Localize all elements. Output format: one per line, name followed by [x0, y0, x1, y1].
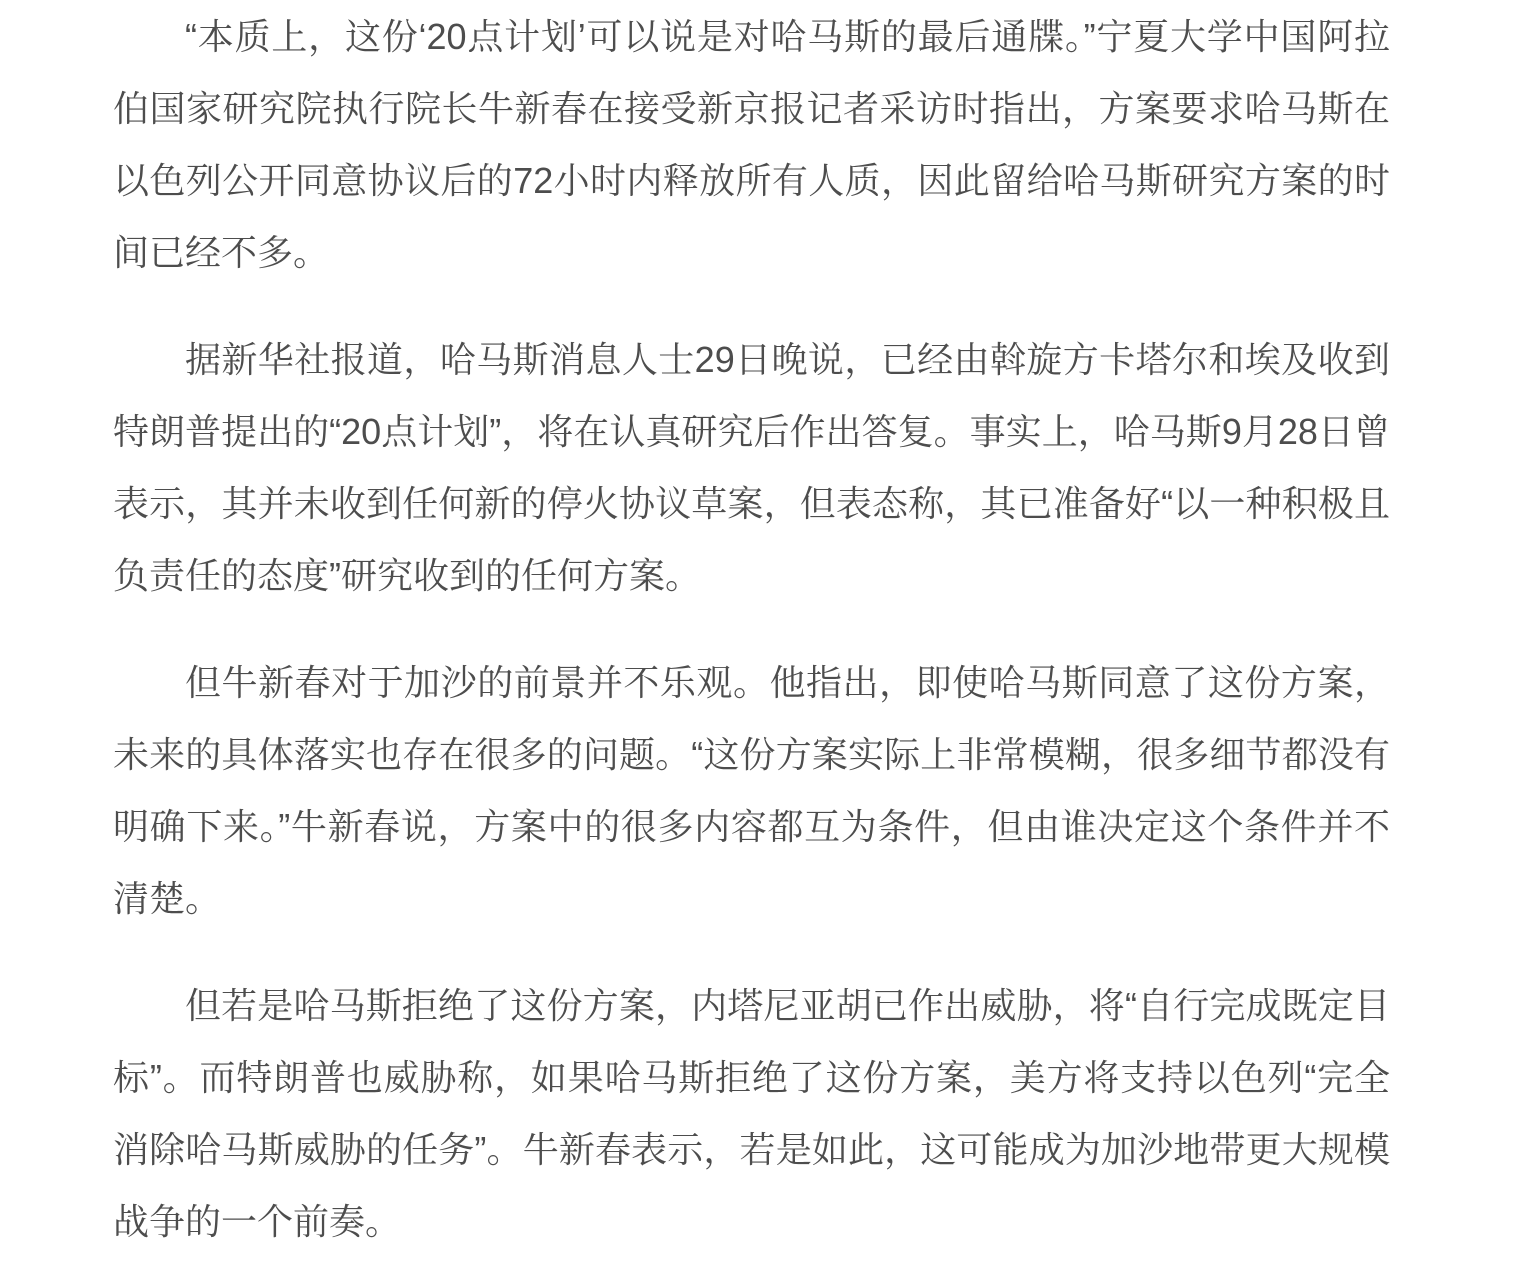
article-paragraph-2: 据新华社报道，哈马斯消息人士29日晚说，已经由斡旋方卡塔尔和埃及收到特朗普提出的“20点计划”，将在认真研究后作出答复。事实上，哈马斯9月28日曾表示，其并未收到任何新的停火协议草案，但表态称，其已准备好“以一种积极且负责任的态度”研究收到的任何方案。: [113, 339, 1390, 596]
article-paragraph-4: 但若是哈马斯拒绝了这份方案，内塔尼亚胡已作出威胁，将“自行完成既定目标”。而特朗普也威胁称，如果哈马斯拒绝了这份方案，美方将支持以色列“完全消除哈马斯威胁的任务”。牛新春表示，若是如此，这可能成为加沙地带更大规模战争的一个前奏。: [113, 985, 1390, 1242]
article-paragraph-3: 但牛新春对于加沙的前景并不乐观。他指出，即使哈马斯同意了这份方案，未来的具体落实也存在很多的问题。“这份方案实际上非常模糊，很多细节都没有明确下来。”牛新春说，方案中的很多内容都互为条件，但由谁决定这个条件并不清楚。: [113, 662, 1390, 919]
article-paragraph-1: “本质上，这份‘20点计划’可以说是对哈马斯的最后通牒。”宁夏大学中国阿拉伯国家研究院执行院长牛新春在接受新京报记者采访时指出，方案要求哈马斯在以色列公开同意协议后的72小时内释放所有人质，因此留给哈马斯研究方案的时间已经不多。: [113, 16, 1390, 273]
